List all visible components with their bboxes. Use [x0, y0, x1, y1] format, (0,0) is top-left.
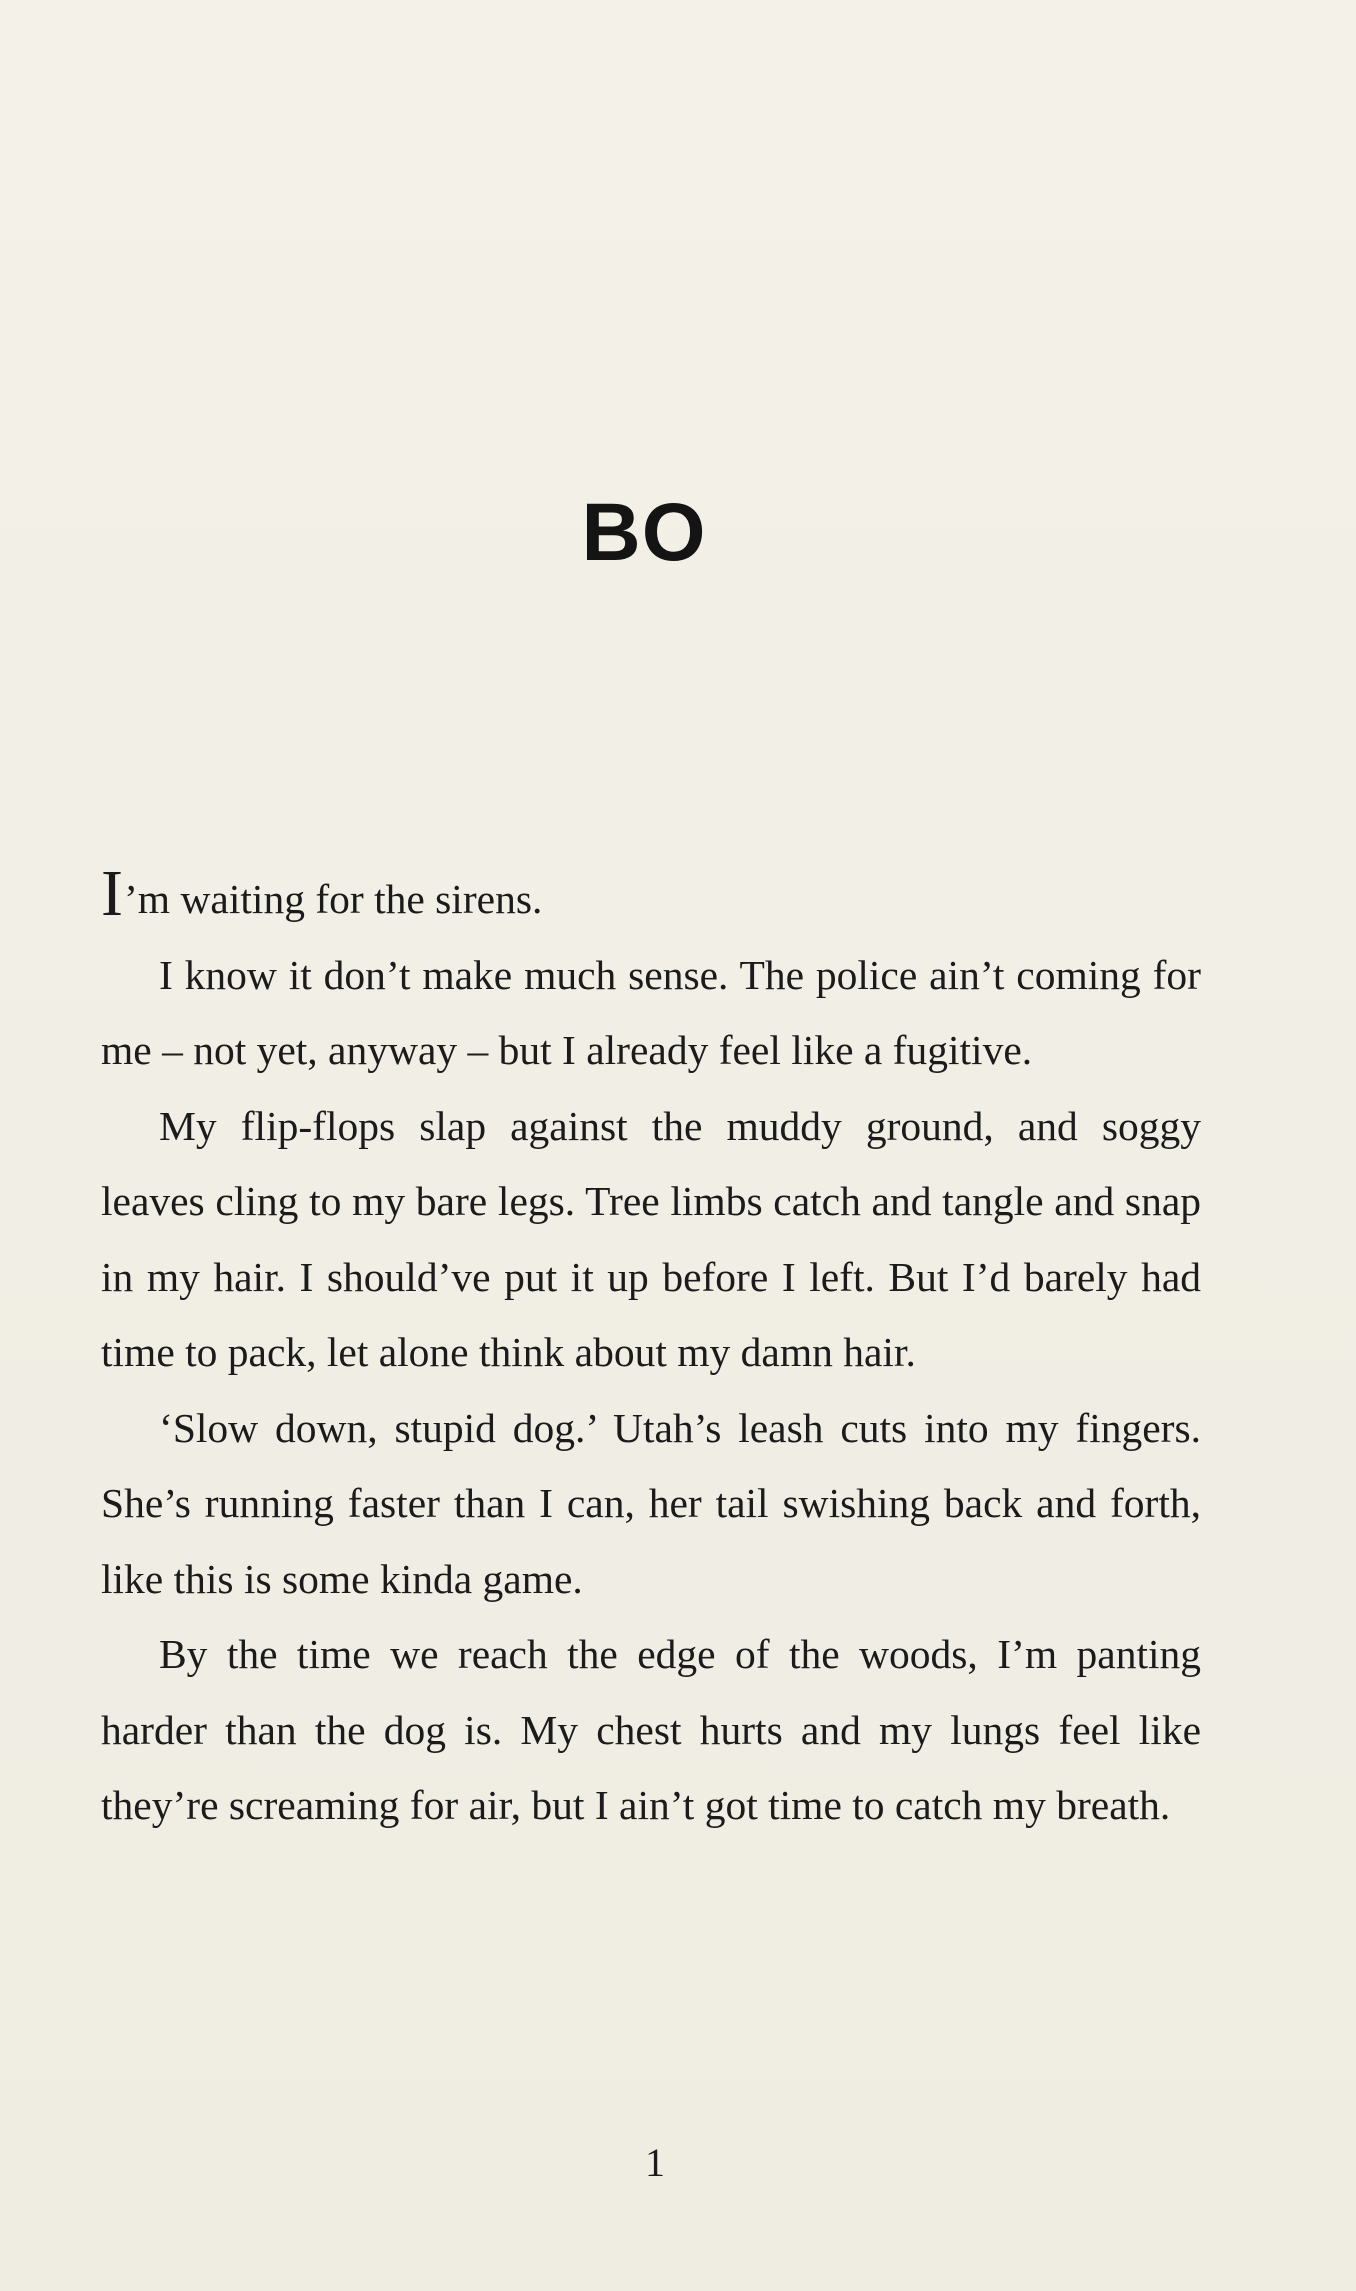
drop-cap: I [101, 857, 123, 930]
chapter-title: BO [581, 486, 707, 578]
paragraph-1-text: ’m waiting for the sirens. [123, 876, 543, 922]
chapter-body [101, 857, 1201, 1844]
paragraph-1 [101, 857, 1201, 938]
paragraph-5: By the time we reach the edge of the woods, I’m panting harder than the dog is. My chest hurts and my lungs feel like they’re screaming for air, but I ain’t got time to catch my breath. [101, 1631, 1201, 1828]
paragraph-4: ‘Slow down, stupid dog.’ Utah’s leash cuts into my fingers. She’s running faster than I can, her tail swishing back and forth, like this is some kinda game. [101, 1404, 1201, 1602]
paragraph-3: My flip-flops slap against the muddy ground, and soggy leaves cling to my bare legs. Tree limbs catch and tangle and snap in my hair. I should’ve put it up before I left. But I’d barely had time to pack, let alone think about my damn hair. [101, 1102, 1201, 1375]
paragraph-2: I know it don’t make much sense. The police ain’t coming for me – not yet, anyway – but I already feel like a fugitive. [101, 951, 1201, 1073]
page-number: 1 [645, 2140, 665, 2185]
